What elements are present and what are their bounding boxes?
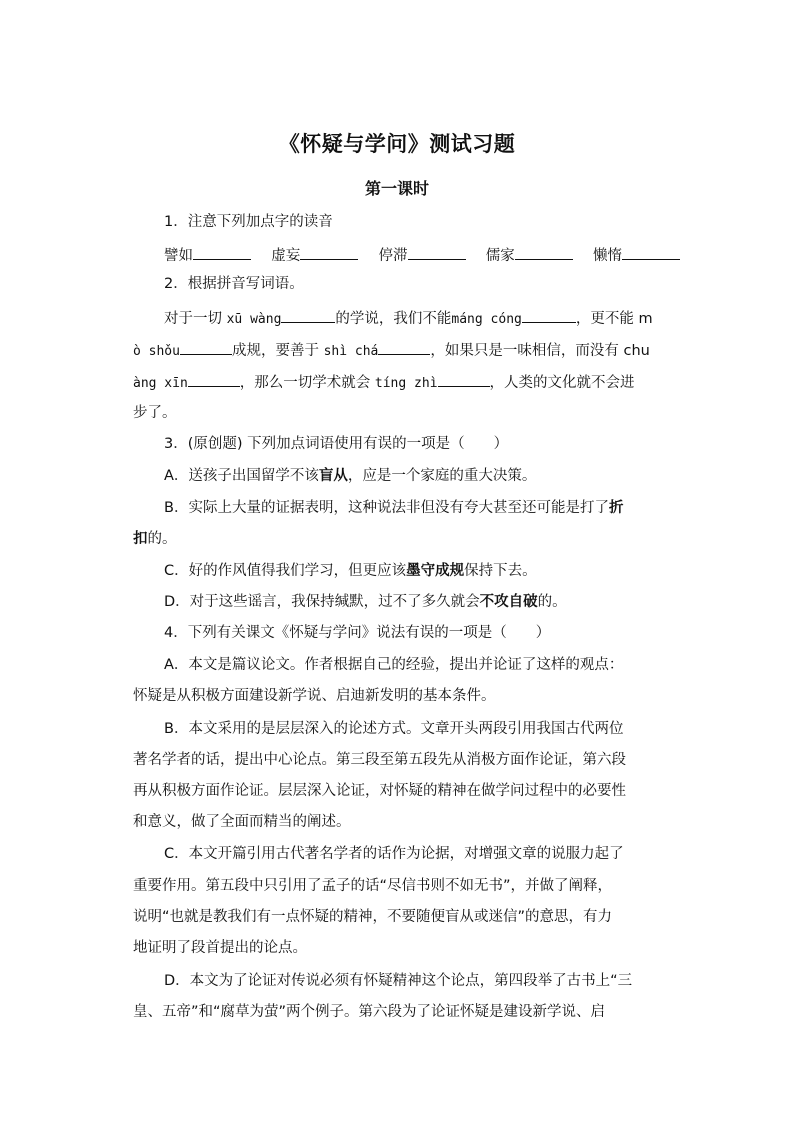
q4-option-d[interactable]: D．本文为了论证对传说必须有怀疑精神这个论点，第四段举了古书上“三: [164, 973, 633, 989]
option-text: 保持下去。: [464, 563, 537, 579]
q2-text: ，人类的文化就不会进: [489, 375, 635, 391]
q2-text: 成规，要善于: [231, 343, 324, 359]
q4-option-c[interactable]: C．本文开篇引用古代著名学者的话作为论据，对增强文章的说服力起了: [164, 846, 624, 862]
q3-option-c[interactable]: [0, 561, 794, 581]
q1-word-item: [593, 244, 680, 265]
marked-word: 盲从: [318, 468, 348, 484]
q4-option-c-cont: 说明“也就是教我们有一点怀疑的精神，不要随便盲从或迷信”的意思，有力: [133, 909, 613, 925]
option-text: 的。: [147, 531, 177, 547]
pinyin: tíng zhì: [374, 376, 438, 391]
answer-blank[interactable]: [408, 244, 466, 260]
q4-option-a[interactable]: A．本文是篇议论文。作者根据自己的经验，提出并论证了这样的观点：: [164, 657, 624, 673]
option-text: B．实际上大量的证据表明，这种说法非但没有夸大甚至还可能是打了: [164, 500, 609, 516]
marked-word: 扣: [133, 531, 148, 547]
q4-option-c-cont: 地证明了段首提出的论点。: [133, 940, 307, 956]
pinyin: shì chá: [323, 344, 379, 359]
q2-text: ，如果只是一味相信，而没有 chu: [430, 343, 650, 359]
q1-word: 譬如: [164, 248, 193, 264]
q4-option-d-cont: 皇、五帝”和“腐草为萤”两个例子。第六段为了论证怀疑是建设新学说、启: [133, 1004, 606, 1020]
q2-line-2: [0, 339, 794, 362]
q1-stem: 1．注意下列加点字的读音: [164, 214, 333, 230]
q4-option-b[interactable]: B．本文采用的是层层深入的论述方式。文章开头两段引用我国古代两位: [164, 721, 624, 737]
answer-blank[interactable]: [378, 339, 430, 355]
option-text: 的。: [537, 594, 567, 610]
answer-blank[interactable]: [193, 244, 251, 260]
pinyin: xū wàng: [226, 312, 282, 327]
q2-text: ，更不能 m: [575, 311, 653, 327]
q1-word: 儒家: [485, 248, 515, 264]
q3-stem: 3．(原创题) 下列加点词语使用有误的一项是（ ）: [164, 436, 509, 452]
answer-blank[interactable]: [515, 244, 573, 260]
answer-blank[interactable]: [522, 307, 576, 323]
pinyin: máng cóng: [451, 312, 522, 327]
q4-option-b-cont: 再从积极方面作论证。层层深入论证，对怀疑的精神在做学问过程中的必要性: [133, 783, 626, 799]
q2-line-1: [0, 307, 794, 330]
q1-word: 停滞: [378, 248, 408, 264]
q1-word-item: [486, 244, 573, 265]
q4-option-a-cont: 怀疑是从积极方面建设新学说、启迪新发明的基本条件。: [133, 688, 496, 704]
q2-text: 对于一切: [164, 311, 227, 327]
q1-word-item: [271, 244, 358, 265]
answer-blank[interactable]: [622, 244, 680, 260]
q4-option-c-cont: 重要作用。第五段中只引用了孟子的话“尽信书则不如无书”，并做了阐释，: [133, 878, 613, 894]
q3-option-b-cont: [0, 529, 794, 549]
pinyin: àng xīn: [133, 376, 188, 391]
page-title: 《怀疑与学问》测试习题: [278, 131, 516, 156]
q2-text: 的学说，我们不能: [335, 311, 452, 327]
q3-option-d[interactable]: [0, 592, 794, 612]
q1-word-row: [164, 244, 680, 265]
answer-blank[interactable]: [281, 307, 335, 323]
q1-word: 懒惰: [593, 248, 622, 264]
option-text: D．对于这些谣言，我保持缄默，过不了多久就会: [164, 594, 480, 610]
q2-line-4: 步了。: [133, 405, 177, 421]
option-text: A．送孩子出国留学不该: [164, 468, 319, 484]
answer-blank[interactable]: [300, 244, 358, 260]
q1-word-item: [379, 244, 466, 265]
answer-blank[interactable]: [188, 371, 240, 387]
marked-word: 不攻自破: [479, 594, 538, 610]
option-text: ，应是一个家庭的重大决策。: [347, 468, 537, 484]
marked-word: 折: [608, 500, 624, 516]
q3-option-b[interactable]: [0, 498, 794, 518]
q4-option-b-cont: 和意义，做了全面而精当的阐述。: [133, 814, 351, 830]
q2-line-3: [0, 371, 794, 394]
q3-option-a[interactable]: [0, 466, 794, 486]
answer-blank[interactable]: [438, 371, 490, 387]
q2-stem: 2．根据拼音写词语。: [164, 276, 304, 292]
q2-text: ，那么一切学术就会: [239, 375, 375, 391]
answer-blank[interactable]: [180, 339, 232, 355]
page-subtitle: 第一课时: [364, 179, 429, 198]
q4-stem: 4．下列有关课文《怀疑与学问》说法有误的一项是（ ）: [164, 625, 551, 641]
q1-word-item: [164, 244, 251, 265]
pinyin: ò shǒu: [133, 344, 180, 359]
q4-option-b-cont: 著名学者的话，提出中心论点。第三段至第五段先从消极方面作论证，第六段: [133, 752, 626, 768]
marked-word: 墨守成规: [406, 563, 465, 579]
option-text: C．好的作风值得我们学习，但更应该: [164, 563, 407, 579]
q1-word: 虚妄: [271, 248, 301, 264]
